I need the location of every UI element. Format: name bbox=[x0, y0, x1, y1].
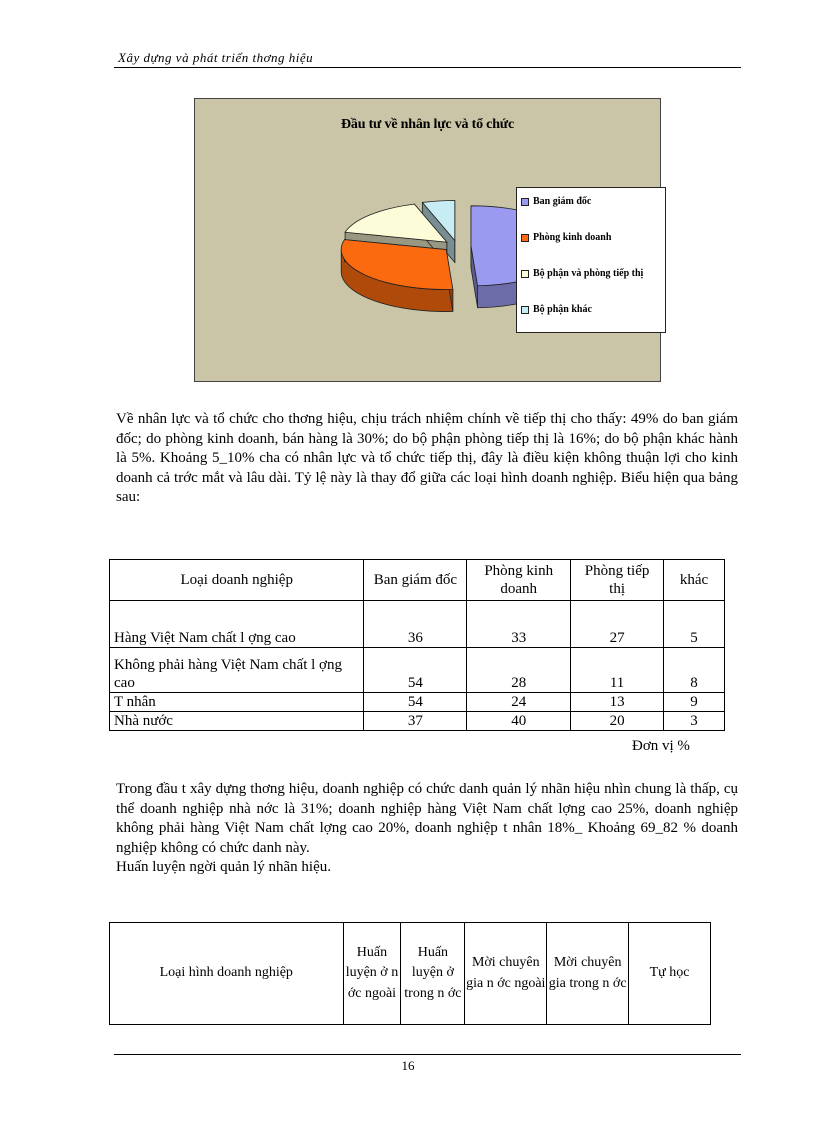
table-cell: 36 bbox=[364, 601, 467, 648]
chart-legend bbox=[516, 187, 666, 333]
table-cell: 54 bbox=[364, 693, 467, 712]
column-header: Loại doanh nghiệp bbox=[110, 560, 364, 601]
row-label: Nhà nước bbox=[110, 712, 364, 731]
legend-item bbox=[521, 232, 661, 268]
table-header-row bbox=[110, 923, 711, 1025]
table-row bbox=[110, 648, 725, 693]
responsibility-table bbox=[109, 559, 725, 731]
column-header: Loại hình doanh nghiệp bbox=[110, 923, 344, 1025]
legend-item bbox=[521, 268, 661, 304]
column-header: Mời chuyên gia trong n ớc bbox=[547, 923, 629, 1025]
table-cell: 28 bbox=[467, 648, 571, 693]
column-header: Mời chuyên gia n ớc ngoài bbox=[465, 923, 547, 1025]
unit-label: Đơn vị % bbox=[632, 738, 690, 754]
paragraph-text: Về nhân lực và tổ chức cho thơng hiệu, chịu trách nhiệm chính về tiếp thị cho thấy: 49% do ban giám đốc; do phòng kinh doanh, bán hàng là 30%; do bộ phận phòng tiếp thị là 16%; do bộ phận khác hành là 5%. Khoảng 5_10% cha có nhân lực và tổ chức tiếp thị, đây là điều kiện không thuận lợi cho kinh doanh cả trớc mắt và lâu dài. Tỷ lệ này là thay đổ giữa các loại hình doanh nghiệp. Biểu hiện qua bảng sau: bbox=[116, 411, 738, 505]
table-cell: 13 bbox=[571, 693, 664, 712]
table-cell: 33 bbox=[467, 601, 571, 648]
column-header: Huấn luyện ở n ớc ngoài bbox=[343, 923, 401, 1025]
legend-swatch bbox=[521, 270, 529, 278]
chart-title: Đầu tư về nhân lực và tổ chức bbox=[340, 117, 514, 132]
table-cell: 27 bbox=[571, 601, 664, 648]
column-header: Phòng tiếp thị bbox=[571, 560, 664, 601]
row-label: Không phải hàng Việt Nam chất l ợng cao bbox=[110, 648, 364, 693]
legend-swatch bbox=[521, 306, 529, 314]
legend-label: Ban giám đốc bbox=[533, 196, 592, 207]
legend-item bbox=[521, 304, 661, 316]
column-header: Huấn luyện ở trong n ớc bbox=[401, 923, 465, 1025]
legend-label: Bộ phận và phòng tiếp thị bbox=[533, 268, 644, 279]
table-header-row bbox=[110, 560, 725, 601]
table-cell: 5 bbox=[664, 601, 725, 648]
table-cell: 3 bbox=[664, 712, 725, 731]
header-divider bbox=[114, 67, 741, 68]
column-header: Ban giám đốc bbox=[364, 560, 467, 601]
column-header: khác bbox=[664, 560, 725, 601]
legend-label: Phòng kinh doanh bbox=[533, 232, 612, 243]
row-label: Hàng Việt Nam chất l ợng cao bbox=[110, 601, 364, 648]
footer-divider bbox=[114, 1054, 741, 1055]
pie-chart bbox=[194, 98, 661, 382]
table-cell: 20 bbox=[571, 712, 664, 731]
pie-slice bbox=[341, 240, 453, 312]
legend-label: Bộ phận khác bbox=[533, 304, 592, 315]
table-cell: 40 bbox=[467, 712, 571, 731]
paragraph-text: Huấn luyện ngời quản lý nhãn hiệu. bbox=[116, 859, 331, 875]
row-label: T nhân bbox=[110, 693, 364, 712]
legend-item bbox=[521, 196, 661, 232]
page-number: 16 bbox=[401, 1058, 415, 1073]
paragraph-hr-org bbox=[116, 410, 738, 508]
table-cell: 9 bbox=[664, 693, 725, 712]
legend-swatch bbox=[521, 198, 529, 206]
table-cell: 37 bbox=[364, 712, 467, 731]
paragraph-brand-investment bbox=[116, 780, 738, 878]
table-cell: 11 bbox=[571, 648, 664, 693]
training-table bbox=[109, 922, 711, 1025]
table-row bbox=[110, 601, 725, 648]
table-row bbox=[110, 693, 725, 712]
column-header: Phòng kinh doanh bbox=[467, 560, 571, 601]
table-row bbox=[110, 712, 725, 731]
legend-swatch bbox=[521, 234, 529, 242]
running-header-title: Xây dựng và phát triển thơng hiệu bbox=[118, 50, 314, 65]
table-cell: 54 bbox=[364, 648, 467, 693]
table-cell: 24 bbox=[467, 693, 571, 712]
column-header: Tự học bbox=[629, 923, 711, 1025]
table-cell: 8 bbox=[664, 648, 725, 693]
paragraph-text: Trong đầu t xây dựng thơng hiệu, doanh nghiệp có chức danh quản lý nhãn hiệu nhìn chung là thấp, cụ thể doanh nghiệp nhà nớc là 31%; doanh nghiệp hàng Việt Nam chất lợng cao 25%, doanh nghiệp không phải hàng Việt Nam chất lợng cao 20%, doanh nghiệp t nhân 18%_ Khoảng 69_82 % doanh nghiệp không có chức danh này. bbox=[116, 781, 738, 856]
